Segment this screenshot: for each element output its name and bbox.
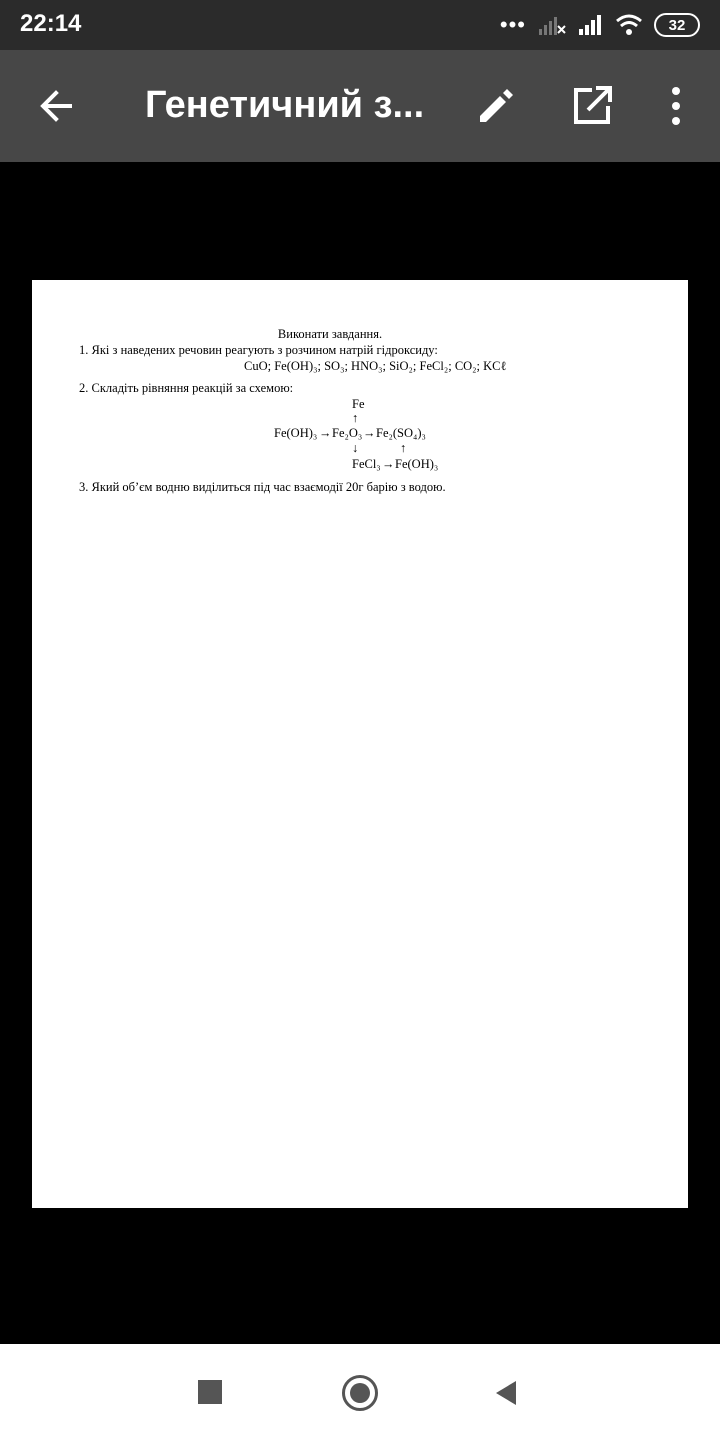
more-vert-icon[interactable] <box>660 82 692 130</box>
scheme-fe2so43: Fe₂(SO₄)₃ <box>376 426 426 440</box>
back-triangle-icon[interactable] <box>494 1380 518 1406</box>
system-nav-bar <box>0 1344 720 1440</box>
status-time: 22:14 <box>20 10 82 37</box>
page-heading: Виконати завдання. <box>277 327 383 341</box>
status-bar <box>0 0 720 50</box>
scheme-arrow-up: ↑ <box>400 441 407 455</box>
question-2: 2. Складіть рівняння реакцій за схемою: <box>79 381 294 395</box>
substance: SO₃ <box>324 359 345 373</box>
open-in-new-icon[interactable] <box>568 82 616 130</box>
scheme-arrow-up: ↑ <box>352 411 359 425</box>
scheme-fe-oh3-end: Fe(OH)₃ <box>395 457 439 471</box>
substance: CuO <box>244 359 268 373</box>
signal-off-icon <box>538 14 566 36</box>
scheme-fe-oh3: Fe(OH)₃ <box>274 426 318 440</box>
status-icons <box>500 12 700 38</box>
document-viewer[interactable] <box>0 162 720 1344</box>
substance: SiO₂ <box>389 359 413 373</box>
home-circle-icon[interactable] <box>342 1375 378 1411</box>
scheme-arrow-right: → <box>382 457 395 471</box>
scheme-arrow-down: ↓ <box>352 441 359 455</box>
scheme-arrow-right: → <box>363 426 376 440</box>
question-3: 3. Який об’єм водню виділиться під час взаємодії 20г барію з водою. <box>79 480 446 494</box>
signal-icon <box>578 14 604 36</box>
question-1: 1. Які з наведених речовин реагують з розчином натрій гідроксиду: <box>79 343 438 357</box>
scheme-fecl3: FeCl₃ <box>352 457 381 471</box>
substance: CO₂ <box>454 359 477 373</box>
wifi-icon <box>616 14 642 36</box>
question-1-substances: CuO; Fe(OH)₃; SO₃; HNO₃; SiO₂; FeCl₂; CO₂; KCℓ <box>244 359 507 373</box>
substance: HNO₃ <box>351 359 383 373</box>
document-page <box>32 280 688 1208</box>
pencil-icon[interactable] <box>472 82 520 130</box>
home-circle-inner <box>350 1383 370 1403</box>
recents-square-icon[interactable] <box>198 1380 222 1404</box>
scheme-arrow-right: → <box>319 426 332 440</box>
scheme-fe2o3: Fe₂O₃ <box>332 426 363 440</box>
app-bar <box>0 50 720 162</box>
substance: KCℓ <box>483 359 507 373</box>
battery-indicator: 32 <box>654 13 700 37</box>
substance: FeCl₂ <box>419 359 449 373</box>
substance: Fe(OH)₃ <box>274 359 318 373</box>
notification-dots: ••• <box>499 12 526 37</box>
scheme-fe: Fe <box>352 397 365 411</box>
document-title: Генетичний з... <box>145 84 425 126</box>
back-arrow-icon[interactable] <box>30 80 82 132</box>
